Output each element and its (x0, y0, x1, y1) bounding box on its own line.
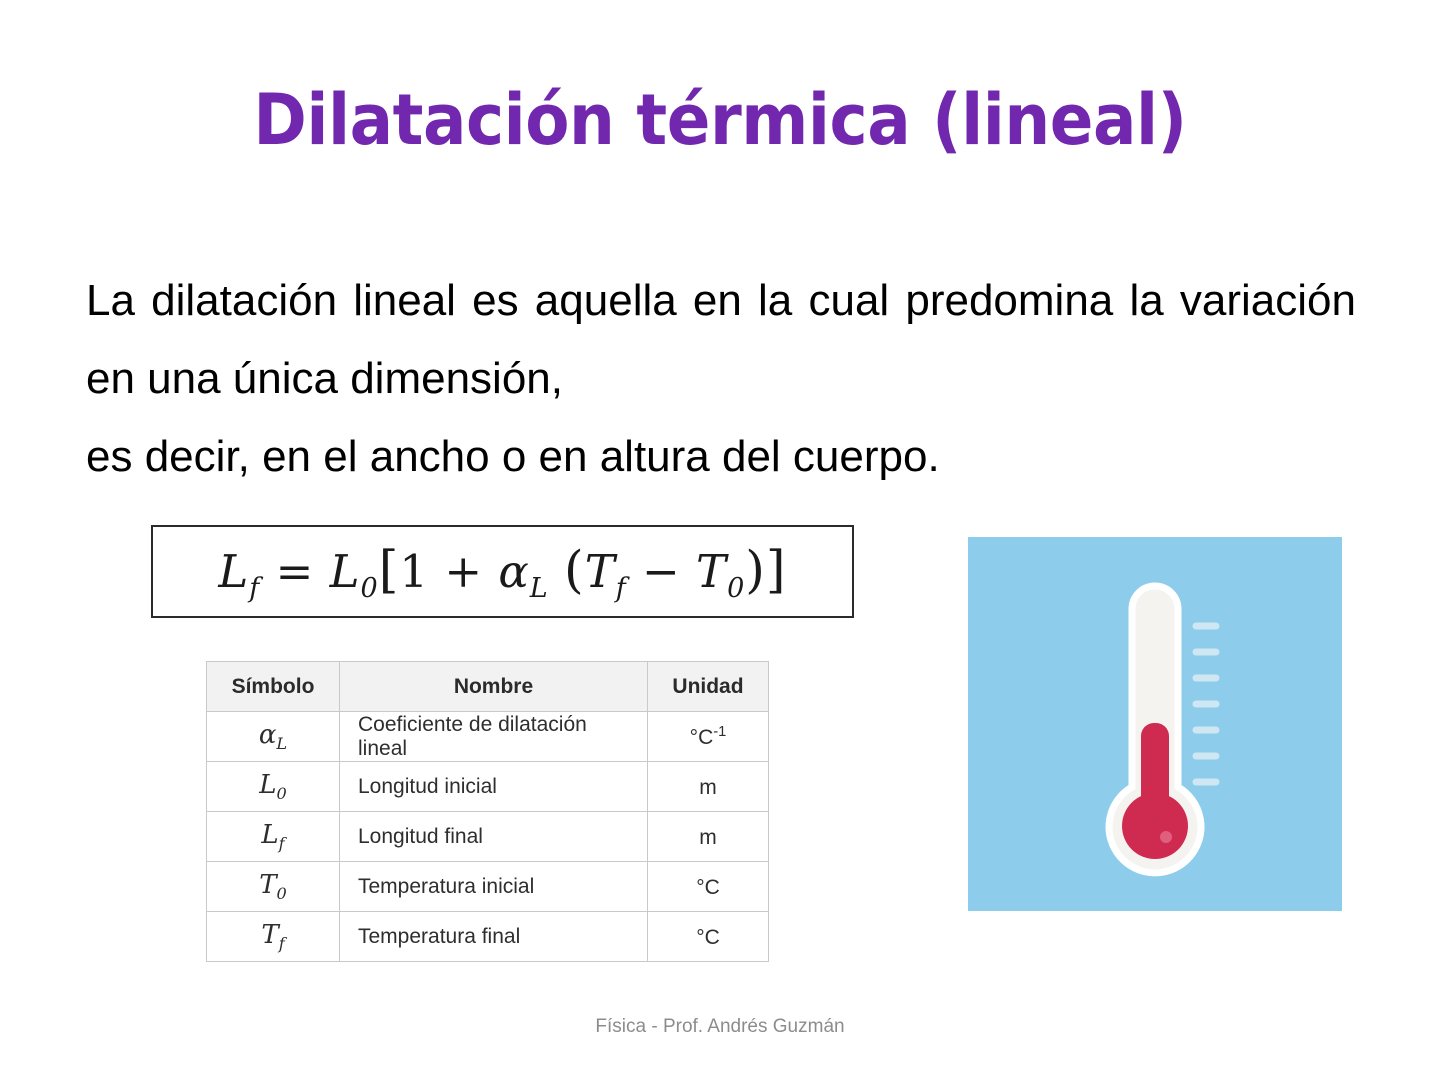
unit-base: m (699, 775, 717, 799)
page-title: Dilatación térmica (lineal) (253, 79, 1187, 161)
table-header-row (207, 662, 769, 712)
cell-symbol (207, 712, 340, 762)
symbol-definition-table (206, 661, 769, 962)
column-header-symbol: Símbolo (207, 662, 340, 712)
unit-base: °C (696, 875, 720, 899)
thermometer-icon (968, 537, 1342, 911)
formula-close-paren: ) (745, 539, 766, 599)
formula-close-bracket: ] (765, 539, 787, 599)
thermometer-illustration (968, 537, 1342, 911)
symbol-base: L (259, 769, 277, 800)
formula-T0: T (696, 544, 728, 598)
cell-name: Coeficiente de dilatación lineal (340, 712, 648, 762)
slide-footer: Física - Prof. Andrés Guzmán (595, 1016, 845, 1037)
cell-unit (648, 812, 769, 862)
symbol-base: T (259, 869, 277, 900)
symbol-sub: 0 (276, 884, 287, 904)
cell-unit (648, 762, 769, 812)
unit-sup: -1 (713, 723, 727, 740)
cell-unit (648, 862, 769, 912)
formula-T0-sub: 0 (727, 572, 746, 604)
formula-lhs-sub: f (249, 572, 261, 604)
cell-unit (648, 712, 769, 762)
formula-Tf: T (584, 544, 616, 598)
column-header-name: Nombre (340, 662, 648, 712)
symbol-base: L (261, 819, 279, 850)
cell-symbol (207, 762, 340, 812)
cell-symbol (207, 862, 340, 912)
table-row (207, 912, 769, 962)
formula-box (151, 525, 854, 618)
cell-name: Temperatura final (340, 912, 648, 962)
symbol-sub: f (278, 934, 285, 954)
formula-Tf-sub: f (615, 572, 627, 604)
cell-unit (648, 912, 769, 962)
cell-name: Temperatura inicial (340, 862, 648, 912)
table-row (207, 862, 769, 912)
symbol-base: T (261, 919, 279, 950)
body-paragraph (86, 262, 1356, 496)
column-header-unit: Unidad (648, 662, 769, 712)
symbol-sub: f (278, 834, 285, 854)
symbol-sub: 0 (276, 784, 287, 804)
formula-plus: + (444, 544, 484, 598)
table-row (207, 762, 769, 812)
unit-base: m (699, 825, 717, 849)
body-paragraph-line-2: es decir, en el ancho o en altura del cuerpo. (86, 432, 940, 481)
cell-symbol (207, 812, 340, 862)
formula-minus: − (642, 544, 681, 598)
formula-alpha: α (498, 544, 530, 598)
cell-name: Longitud final (340, 812, 648, 862)
formula-L0-sub: 0 (360, 572, 379, 604)
formula-one: 1 (399, 544, 430, 598)
cell-symbol (207, 912, 340, 962)
table-row (207, 812, 769, 862)
formula-alpha-sub: L (529, 572, 549, 604)
formula-equals: = (275, 544, 315, 598)
linear-expansion-formula (218, 540, 786, 604)
table-row (207, 712, 769, 762)
unit-base: °C (696, 925, 720, 949)
cell-name: Longitud inicial (340, 762, 648, 812)
formula-open-paren: ( (564, 539, 585, 599)
unit-base: °C (689, 725, 714, 749)
formula-lhs-L: L (218, 544, 250, 598)
formula-L0: L (329, 544, 361, 598)
symbol-sub: L (276, 734, 288, 754)
symbol-base: α (258, 719, 277, 750)
body-paragraph-line-1: La dilatación lineal es aquella en la cual predomina la variación en una única dimensión, (86, 276, 1356, 403)
formula-open-bracket: [ (378, 539, 400, 599)
